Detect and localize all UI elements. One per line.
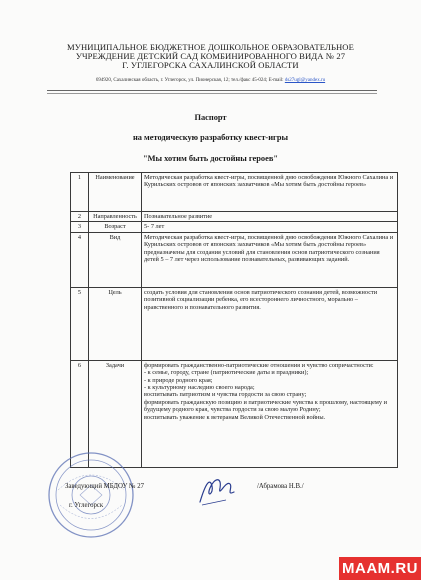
row-label: Направленность [89, 212, 142, 222]
signer-city: г. Углегорск [69, 502, 104, 509]
header-divider [47, 90, 377, 91]
row-number: 6 [71, 360, 89, 467]
row-label: Наименование [89, 173, 142, 212]
row-value: создать условия для становления основ патриотического сознания детей, возможности позитивной социализации ребенка, его всестороннего личностного, морально – нравственного и познавательного развития. [142, 287, 398, 360]
email-link[interactable]: ds27ugl@yandex.ru [284, 78, 326, 83]
signer-name: /Абрамова Н.В./ [257, 483, 304, 490]
table-row [71, 212, 398, 222]
org-address [20, 78, 401, 83]
row-value: Методическая разработка квест-игры, посвященной дню освобождения Южного Сахалина и Курильских островов от японских захватчиков «Мы хотим быть достойны героев» [142, 173, 398, 212]
row-value: 5- 7 лет [142, 222, 398, 232]
maam-logo[interactable]: MAAM.RU [339, 557, 421, 580]
table-row [71, 222, 398, 232]
org-name-line3: Г. УГЛЕГОРСКА САХАЛИНСКОЙ ОБЛАСТИ [122, 60, 299, 70]
row-label: Возраст [89, 222, 142, 232]
row-number: 3 [71, 222, 89, 232]
address-text: 694920, Сахалинская область, г. Углегорск, ул. Пионерская, 12; тел./факс 45-024; E-mail: [95, 78, 285, 83]
doc-title: Паспорт [194, 113, 227, 122]
table-row [71, 173, 398, 212]
row-label: Вид [89, 232, 142, 287]
org-name-line2: УЧРЕЖДЕНИЕ ДЕТСКИЙ САД КОМБИНИРОВАННОГО ВИДА № 27 [75, 51, 346, 61]
signer-title: Заведующий МБДОУ № 27 [65, 483, 145, 490]
row-number: 5 [71, 287, 89, 360]
row-label: Цель [89, 287, 142, 360]
row-label: Задачи [89, 360, 142, 467]
seal-stamp-icon [46, 450, 136, 540]
row-value: формировать гражданственно-патриотические отношения и чувство сопричастности: - к семье, городу, стране (патриотические даты и праздники); - к природе родного края; - к культурному наследию своего народа; воспитывать патриотизм и чувства гордости за свою страну; формировать гражданскую позицию и патриотические чувства к прошлому, настоящему и будущему родного края, чувства гордости за свою малую Родину; воспитывать уважение к ветеранам Великой Отечественной войны. [142, 360, 398, 467]
org-name-line1: МУНИЦИПАЛЬНОЕ БЮДЖЕТНОЕ ДОШКОЛЬНОЕ ОБРАЗОВАТЕЛЬНОЕ [67, 42, 354, 52]
passport-table [70, 172, 398, 468]
handwritten-signature-icon [196, 472, 238, 508]
row-value: Познавательное развитие [142, 212, 398, 222]
table-row [71, 232, 398, 287]
row-number: 2 [71, 212, 89, 222]
doc-game-title: "Мы хотим быть достойны героев" [143, 154, 278, 163]
header-divider-thin [47, 93, 377, 94]
table-row [71, 287, 398, 360]
row-value: Методическая разработка квест-игры, посвященной дню освобождения Южного Сахалина и Курильских островов от японских захватчиков «Мы хотим быть достойны героев» предназначены для создания условий для становления основ патриотического сознания детей 5 – 7 лет через использование познавательных, развивающих заданий. [142, 232, 398, 287]
doc-subtitle: на методическую разработку квест-игры [132, 133, 289, 142]
row-number: 1 [71, 173, 89, 212]
row-number: 4 [71, 232, 89, 287]
